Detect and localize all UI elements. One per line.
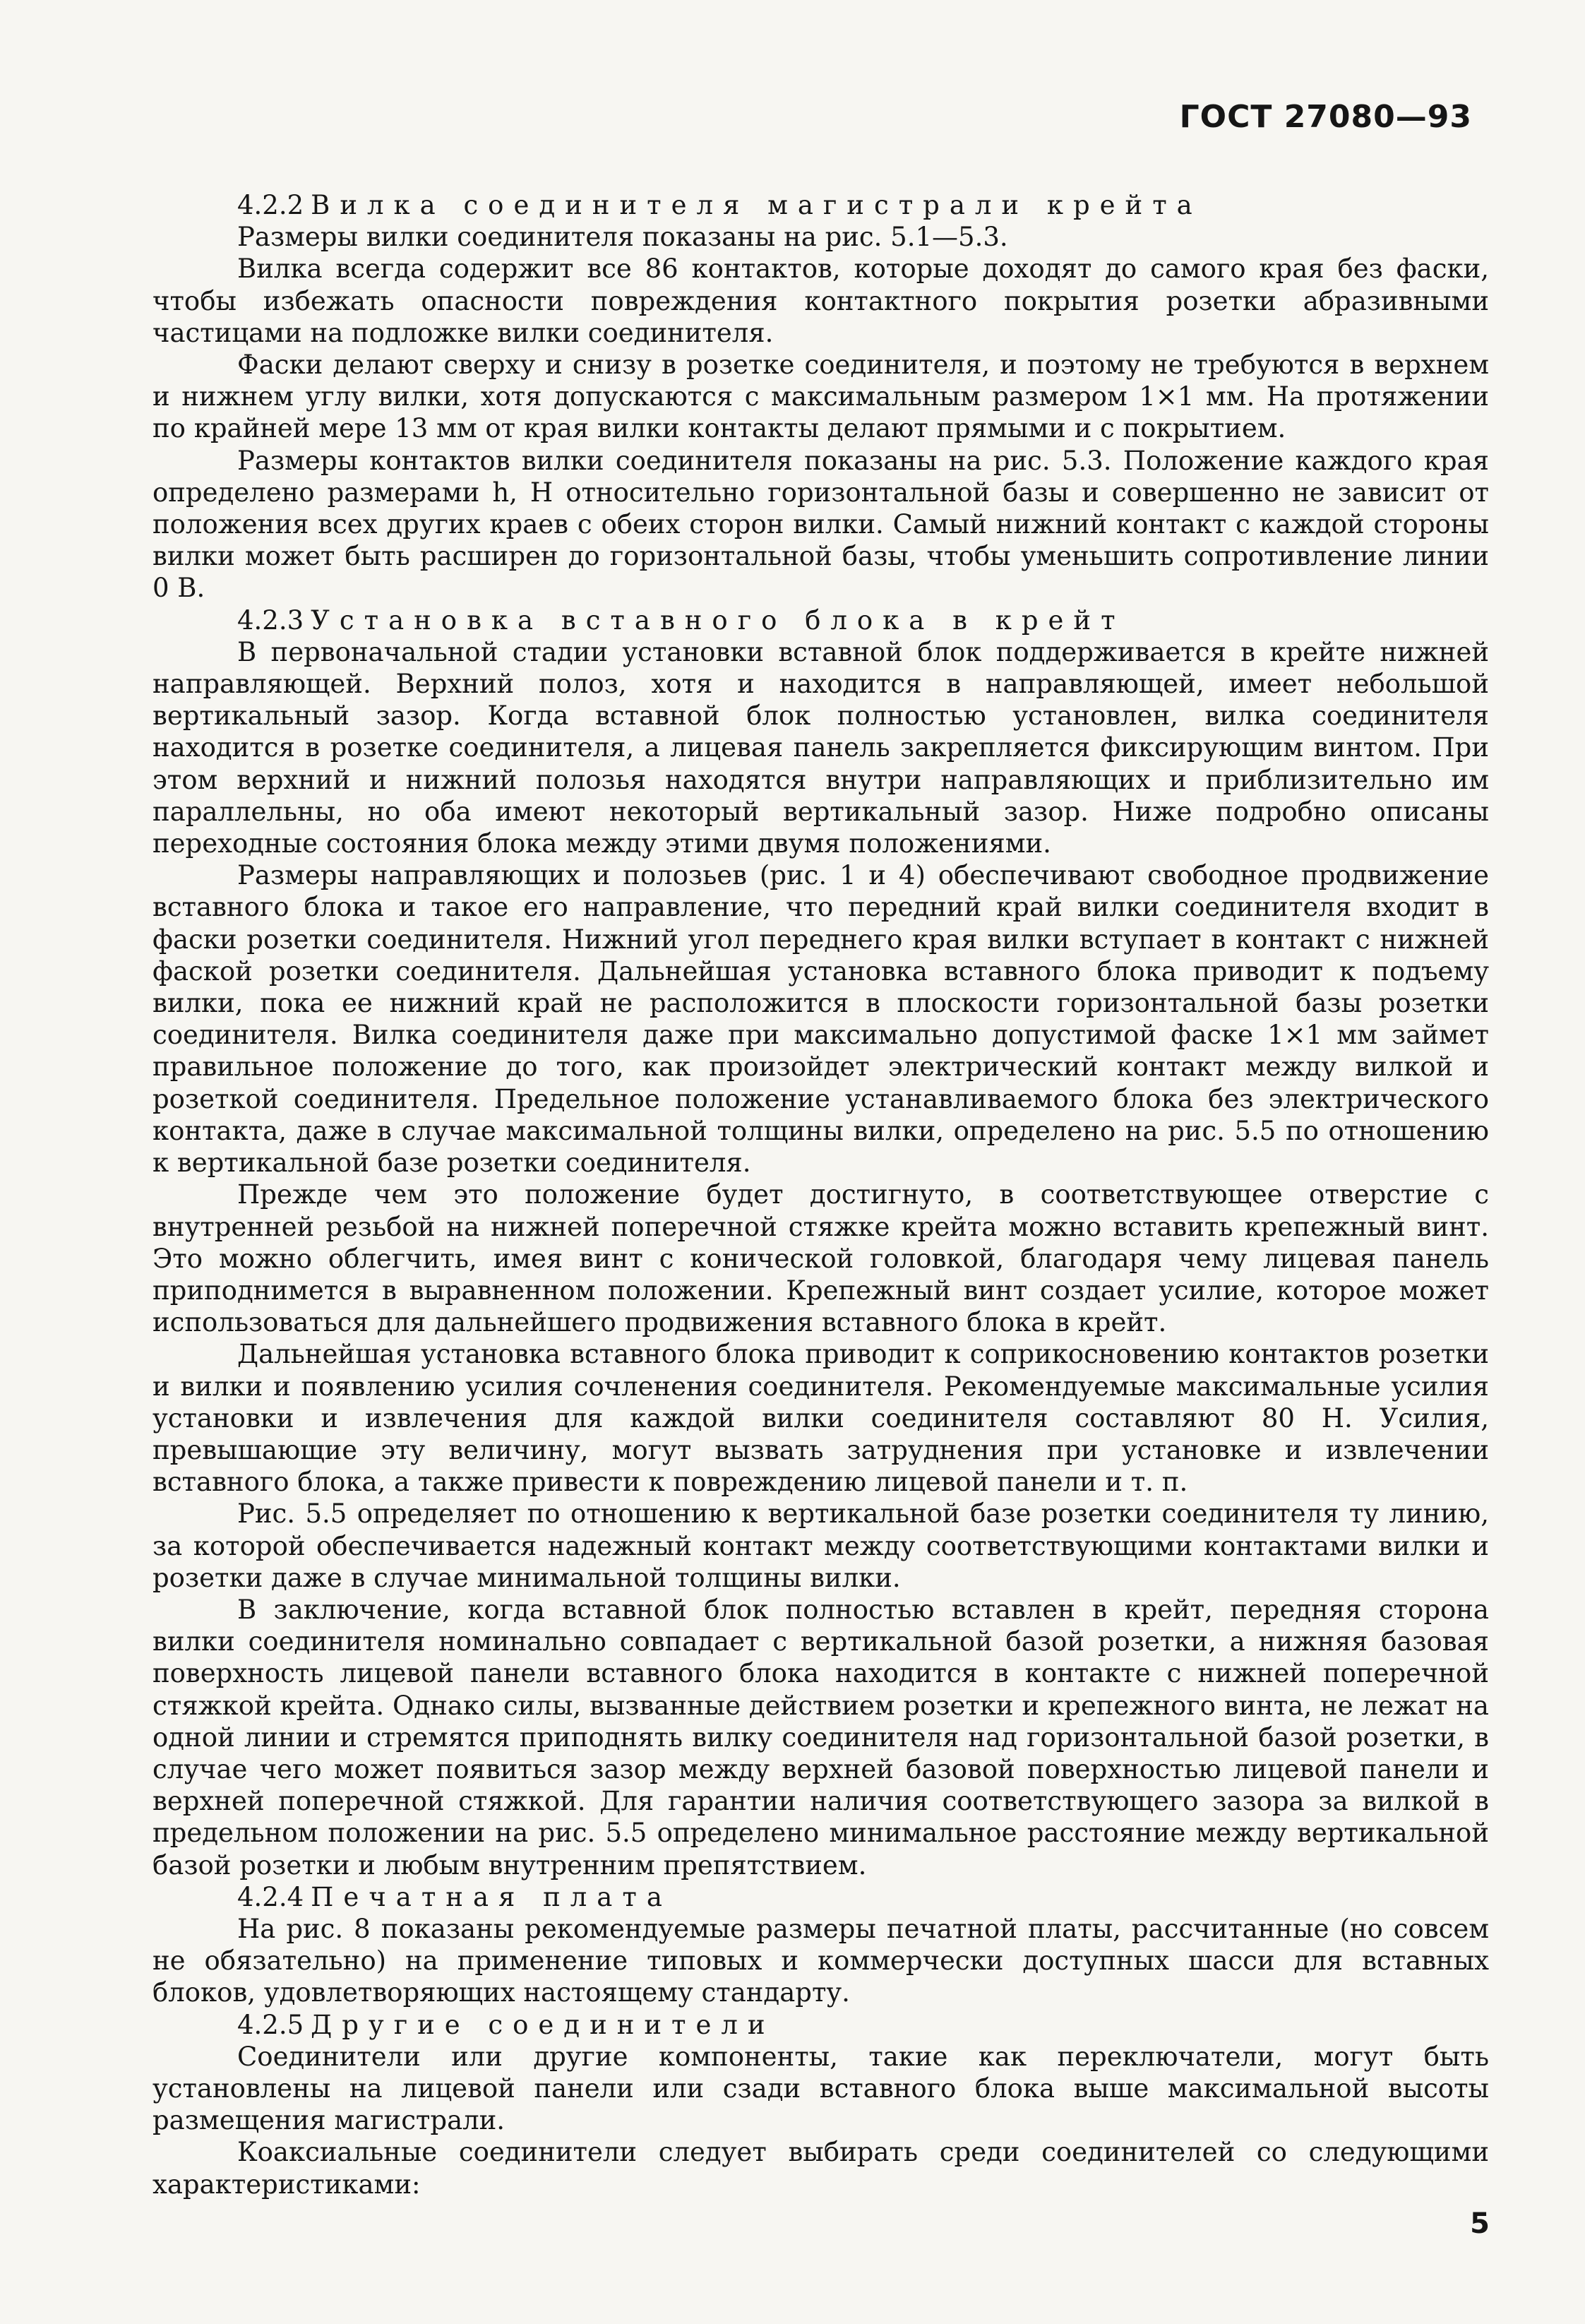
section-heading-4-2-2: [152, 189, 1489, 221]
paragraph: Размеры направляющих и полозьев (рис. 1 и 4) обеспечивают свободное продвижение вставного блока и такое его направление, что передний край вилки соединителя входит в фаски розетки соединителя. Нижний угол переднего края вилки вступает в контакт с нижней фаской розетки соединителя. Дальнейшая установка вставного блока приводит к подъему вилки, пока ее нижний край не расположится в плоскости горизонтальной базы розетки соединителя. Вилка соединителя даже при максимально допустимой фаске 1×1 мм займет правильное положение до того, как произойдет электрический контакт между вилкой и розеткой соединителя. Предельное положение устанавливаемого блока без электрического контакта, даже в случае максимальной толщины вилки, определено на рис. 5.5 по отношению к вертикальной базе розетки соединителя.: [152, 860, 1489, 1179]
document-code: ГОСТ 27080—93: [1179, 99, 1472, 135]
paragraph: Коаксиальные соединители следует выбирать среди соединителей со следующими характеристиками:: [152, 2137, 1489, 2200]
paragraph: Дальнейшая установка вставного блока приводит к соприкосновению контактов розетки и вилки и появлению усилия сочленения соединителя. Рекомендуемые максимальные усилия установки и извлечения для каждой вилки соединителя составляют 80 Н. Усилия, превышающие эту величину, могут вызвать затруднения при установке и извлечении вставного блока, а также привести к повреждению лицевой панели и т. п.: [152, 1339, 1489, 1498]
section-number: 4.2.5: [237, 2009, 304, 2040]
paragraph: Соединители или другие компоненты, такие как переключатели, могут быть установлены на лицевой панели или сзади вставного блока выше максимальной высоты размещения магистрали.: [152, 2041, 1489, 2136]
paragraph: Фаски делают сверху и снизу в розетке соединителя, и поэтому не требуются в верхнем и нижнем углу вилки, хотя допускаются с максимальным размером 1×1 мм. На протяжении по крайней мере 13 мм от края вилки контакты делают прямыми и с покрытием.: [152, 350, 1489, 444]
section-number: 4.2.3: [237, 604, 304, 636]
section-title: Установка вставного блока в крейт: [311, 604, 1125, 636]
paragraph: В первоначальной стадии установки вставной блок поддерживается в крейте нижней направляющей. Верхний полоз, хотя и находится в направляющей, имеет небольшой вертикальный зазор. Когда вставной блок полностью установлен, вилка соединителя находится в розетке соединителя, а лицевая панель закрепляется фиксирующим винтом. При этом верхний и нижний полозья находятся внутри направляющих и приблизительно им параллельны, но оба имеют некоторый вертикальный зазор. Ниже подробно описаны переходные состояния блока между этими двумя положениями.: [152, 636, 1489, 859]
paragraph: Вилка всегда содержит все 86 контактов, которые доходят до самого края без фаски, чтобы избежать опасности повреждения контактного покрытия розетки абразивными частицами на подложке вилки соединителя.: [152, 254, 1489, 348]
paragraph: Размеры вилки соединителя показаны на рис. 5.1—5.3.: [237, 222, 1008, 253]
section-heading-4-2-4: [152, 1881, 1489, 1913]
paragraph: На рис. 8 показаны рекомендуемые размеры печатной платы, рассчитанные (но совсем не обязательно) на применение типовых и коммерчески доступных шасси для вставных блоков, удовлетворяющих настоящему стандарту.: [152, 1913, 1489, 2008]
paragraph: Прежде чем это положение будет достигнуто, в соответствующее отверстие с внутренней резьбой на нижней поперечной стяжке крейта можно вставить крепежный винт. Это можно облегчить, имея винт с конической головкой, благодаря чему лицевая панель приподнимется в выравненном положении. Крепежный винт создает усилие, которое может использоваться для дальнейшего продвижения вставного блока в крейт.: [152, 1179, 1489, 1338]
paragraph: Размеры контактов вилки соединителя показаны на рис. 5.3. Положение каждого края определено размерами h, H относительно горизонтальной базы и совершенно не зависит от положения всех других краев с обеих сторон вилки. Самый нижний контакт с каждой стороны вилки может быть расширен до горизонтальной базы, чтобы уменьшить сопротивление линии 0 В.: [152, 445, 1489, 604]
page-number: 5: [1470, 2207, 1490, 2240]
section-title: Печатная плата: [311, 1881, 672, 1912]
section-heading-4-2-3: [152, 604, 1489, 636]
paragraph: В заключение, когда вставной блок полностью вставлен в крейт, передняя сторона вилки соединителя номинально совпадает с вертикальной базой розетки, а нижняя базовая поверхность лицевой панели вставного блока находится в контакте с нижней поперечной стяжкой крейта. Однако силы, вызванные действием розетки и крепежного винта, не лежат на одной линии и стремятся приподнять вилку соединителя над горизонтальной базой розетки, в случае чего может появиться зазор между верхней базовой поверхностью лицевой панели и верхней поперечной стяжкой. Для гарантии наличия соответствующего зазора за вилкой в предельном положении на рис. 5.5 определено минимальное расстояние между вертикальной базой розетки и любым внутренним препятствием.: [152, 1594, 1489, 1881]
section-number: 4.2.4: [237, 1881, 304, 1912]
page-body: [152, 189, 1489, 2200]
section-title: Другие соединители: [311, 2009, 775, 2040]
section-title: Вилка соединителя магистрали крейта: [311, 190, 1202, 220]
paragraph: Рис. 5.5 определяет по отношению к вертикальной базе розетки соединителя ту линию, за которой обеспечивается надежный контакт между соответствующими контактами вилки и розетки даже в случае минимальной толщины вилки.: [152, 1498, 1489, 1593]
section-heading-4-2-5: [152, 2009, 1489, 2041]
section-number: 4.2.2: [237, 190, 304, 220]
